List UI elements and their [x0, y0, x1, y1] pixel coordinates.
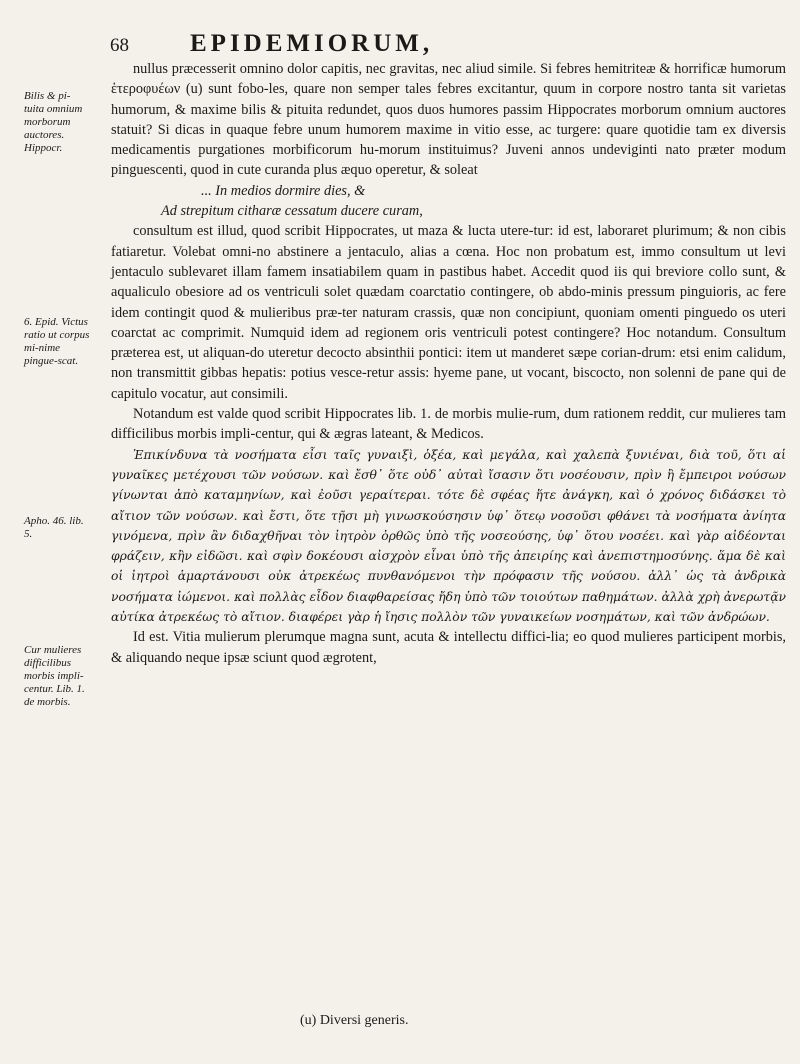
paragraph-3: Notandum est valde quod scribit Hippocrates lib. 1. de morbis mulie-rum, dum rationem reddit, cur mulieres tam difficilibus morbis impli-centur, qui & ægras lateant, & Medicos. [111, 406, 786, 443]
paragraph-2: consultum est illud, quod scribit Hippocrates, ut maza & lucta utere-tur: id est, laboraret plurimum; & non cibis fatiaretur. Volebat omni-no abstinere a jentaculo, alias a cœna. Hoc non probatum est, immo consultum ut levi jentaculo sublevaret illam famem insatiabilem quam in pastibus habet. Accedit quod iis qui breviore collo sunt, & aqualiculo obesiore ad os ventriculi solet quædam coarctatio contingere, ob abdo-minis pressum pinguioris, ac fere idem contingit quod & mulieribus præ-ter naturam crassis, quæ non concipiunt, quoniam omenti pinguedo os uteri coarctat ac comprimit. Numquid idem ad regionem oris ventriculi potest contingere? Hoc notandum. Consultum præterea est, ut aliquan-do uteretur decocto absinthii pontici: item ut manderet sæpe corian-drum: etsi enim calidum, non transmittit gibbas hepatis: potius vesce-retur assis: hyeme pane, ut vocant, biscocto, non solenni de pane qui de capitulo vocatur, aut consimili. [111, 223, 786, 402]
margin-note-apho: Apho. 46. lib. 5. [24, 515, 84, 540]
verse-line-1: ... In medios dormire dies, & [201, 182, 366, 199]
greek-passage: Ἐπικίνδυνα τὰ νοσήματα εἶσι ταῖς γυναιξὶ, ὁξέα, καὶ μεγάλα, καὶ χαλεπὰ ξυνιέναι, διὰ τοῦ, ὅτι αἱ γυναῖκες μετέχουσι τῶν νούσων. καὶ ἔσθ᾽ ὅτε οὐδ᾽ αὐταὶ ἴσασιν ὅτι νοσέουσιν, πρὶν ἢ ἔμπειροι νούσων γίνωνται ἀπὸ καταμηνίων, καὶ ἐοῦσι γεραίτεραι. τότε δὲ σφέας ἥτε ἀνάγκη, καὶ ὁ χρόνος διδάσκει τὸ αἴτιον τῶν νούσων. καὶ ἔστι, ὅτε τῇσι μὴ γινωσκούσησιν ὑφ᾽ ὅτεῳ νοσοῦσι φθάνει τὰ νοσήματα ἀνίητα γινόμενα, πρὶν ἂν διδαχθῆναι τὸν ἰητρὸν ὀρθῶς ὑπὸ τῆς νοσεούσης, ὑφ᾽ ὅτου νοσέει. καὶ γὰρ αἰδέονται φράζειν, κἢν εἰδῶσι. καὶ σφὶν δοκέουσι αἰσχρὸν εἶναι ὑπὸ τῆς ἀπειρίης καὶ ἀνεπιστημοσύνης. ἅμα δὲ καὶ οἱ ἰητροὶ ἁμαρτάνουσι οὐκ ἀτρεκέως πυνθανόμενοι τὴν πρόφασιν τῆς νούσου. ἀλλ᾽ ὡς τὰ ἀνδρικὰ νοσήματα ἰώμενοι. καὶ πολλὰς εἶδον διαφθαρείσας ἤδη ὑπὸ τῶν τοιούτων παθημάτων. ἀλλὰ χρὴ ἀνερωτᾷν αὐτίκα ἀτρεκέως τὸ αἴτιον. διαφέρει γὰρ ἡ ἴησις πολλὸν τῶν γυναικείων νοσημάτων, καὶ τῶν ἀνδρώων. [111, 447, 786, 625]
running-title: EPIDEMIORUM, [190, 30, 434, 57]
closing-paragraph: Id est. Vitia mulierum plerumque magna sunt, acuta & intellectu diffici-lia; eo quod mulieres participent morbis, & aliquando neque ipsæ sciunt quod ægrotent, [111, 629, 786, 666]
margin-note-epid: 6. Epid. Victus ratio ut corpus mi-nime pingue-scat. [24, 316, 90, 367]
margin-note-bilis: Bilis & pi-tuita omnium morborum auctores. Hippocr. [24, 90, 83, 154]
page-number: 68 [110, 35, 129, 56]
main-text [111, 59, 786, 668]
footnote: (u) Diversi generis. [300, 1013, 409, 1028]
page-header [110, 30, 670, 58]
verse-line-2: Ad strepitum citharæ cessatum ducere curam, [161, 203, 423, 220]
paragraph-1: nullus præcesserit omnino dolor capitis, nec gravitas, nec aliud simile. Si febres hemitriteæ & horrificæ humorum ἑτεροφυέων (u) sunt fobo-les, quare non semper tales febres excitantur, quum in corpore nostro tanta sit varietas humorum, & maxime bilis & pituita redundet, quos duos humores passim Hippocrates morborum omnium auctores statuit? Si dicas in quaque febre unum humorem maxime in vitio esse, ac turgere: quare quotidie tam ex diversis medicamentis purgationes morbificorum hu-morum instituimus? Juveni annos undeviginti nato præter modum pinguescenti, quod in cute curanda plus æquo operetur, & soleat [111, 61, 786, 179]
margin-note-mulieres: Cur mulieres difficilibus morbis impli-centur. Lib. 1. de morbis. [24, 644, 85, 708]
